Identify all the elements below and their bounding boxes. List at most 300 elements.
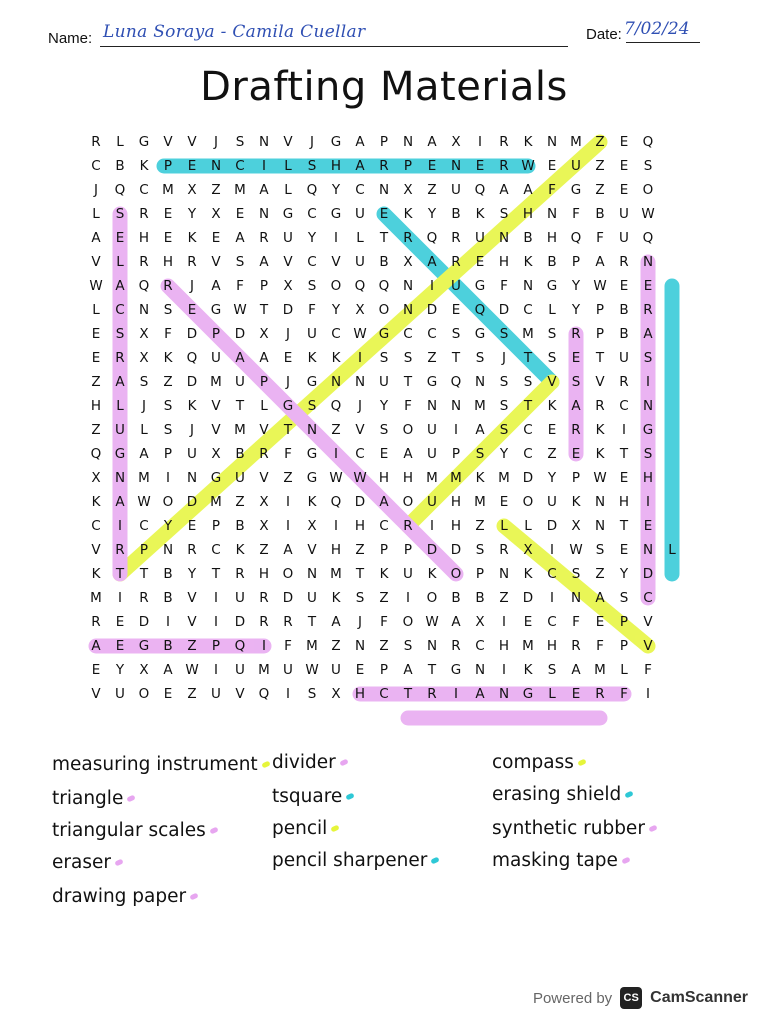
grid-letter: E [619, 182, 629, 198]
grid-letter: M [210, 494, 222, 510]
grid-letter: V [643, 614, 653, 630]
grid-letter: S [547, 350, 557, 366]
grid-letter: Q [114, 182, 126, 198]
grid-letter: Z [331, 638, 341, 654]
grid-letter: Z [259, 542, 269, 558]
grid-letter: Q [258, 686, 270, 702]
grid-letter: R [403, 230, 413, 246]
grid-letter: K [595, 422, 605, 438]
grid-letter: N [546, 206, 558, 222]
grid-letter: D [522, 590, 534, 606]
grid-letter: U [475, 230, 485, 246]
grid-letter: K [187, 230, 197, 246]
date-underline [626, 42, 700, 43]
grid-letter: Q [378, 278, 390, 294]
grid-letter: K [331, 590, 341, 606]
grid-letter: F [404, 398, 412, 414]
grid-letter: A [163, 662, 173, 678]
grid-letter: E [235, 206, 245, 222]
grid-letter: B [163, 566, 173, 582]
grid-letter: M [306, 638, 318, 654]
grid-letter: C [523, 422, 533, 438]
grid-letter: Z [427, 350, 437, 366]
grid-letter: W [593, 278, 607, 294]
grid-letter: A [451, 614, 461, 630]
grid-letter: Y [571, 278, 581, 294]
grid-letter: J [358, 398, 362, 414]
grid-letter: Z [499, 590, 509, 606]
grid-letter: N [138, 302, 150, 318]
grid-letter: G [210, 302, 222, 318]
grid-letter: F [284, 446, 292, 462]
grid-letter: A [139, 446, 149, 462]
check-mark-icon [261, 761, 270, 769]
grid-letter: V [211, 254, 221, 270]
grid-letter: I [166, 614, 170, 630]
grid-letter: S [643, 446, 653, 462]
grid-letter: R [259, 446, 269, 462]
grid-letter: I [166, 470, 170, 486]
grid-letter: A [259, 350, 269, 366]
grid-letter: U [427, 446, 437, 462]
grid-letter: S [499, 206, 509, 222]
grid-letter: G [378, 326, 390, 342]
grid-letter: R [259, 590, 269, 606]
word-item: divider [272, 752, 348, 773]
grid-letter: R [619, 254, 629, 270]
grid-letter: Z [547, 446, 557, 462]
grid-letter: P [595, 302, 605, 318]
grid-letter: P [379, 542, 389, 558]
grid-letter [660, 682, 684, 706]
grid-letter: Q [474, 302, 486, 318]
grid-letter: A [235, 350, 245, 366]
grid-letter: Q [474, 182, 486, 198]
grid-letter: Y [619, 566, 629, 582]
grid-letter: D [426, 302, 438, 318]
grid-letter: R [235, 566, 245, 582]
grid-letter: T [451, 350, 461, 366]
grid-letter: C [379, 686, 389, 702]
grid-letter: N [594, 518, 606, 534]
grid-letter: C [235, 158, 245, 174]
grid-letter: I [430, 278, 434, 294]
grid-letter: Y [547, 470, 557, 486]
check-mark-icon [189, 893, 198, 901]
grid-letter: V [91, 686, 101, 702]
grid-letter: G [426, 374, 438, 390]
grid-letter: A [379, 494, 389, 510]
grid-letter: W [305, 662, 319, 678]
grid-letter: H [378, 470, 390, 486]
grid-letter: P [211, 518, 221, 534]
grid-letter: Y [115, 662, 125, 678]
grid-letter: S [379, 350, 389, 366]
grid-letter: Y [187, 206, 197, 222]
grid-letter: U [235, 470, 245, 486]
check-mark-icon [127, 795, 136, 803]
grid-letter: U [211, 350, 221, 366]
grid-letter: I [478, 134, 482, 150]
grid-letter: N [258, 134, 270, 150]
grid-letter: P [571, 470, 581, 486]
grid-letter: I [502, 662, 506, 678]
grid-letter: E [115, 614, 125, 630]
grid-letter: K [307, 494, 317, 510]
grid-letter: I [550, 590, 554, 606]
grid-letter: H [522, 206, 534, 222]
grid-letter: B [547, 254, 557, 270]
grid-letter [660, 274, 684, 298]
date-label: Date: [586, 26, 622, 43]
grid-letter: X [211, 206, 221, 222]
grid-letter: U [355, 206, 365, 222]
grid-letter: O [426, 590, 438, 606]
grid-letter: J [142, 398, 146, 414]
grid-letter: G [282, 398, 294, 414]
grid-letter: U [403, 566, 413, 582]
grid-letter: Q [354, 278, 366, 294]
grid-letter: A [355, 134, 365, 150]
grid-letter: F [164, 326, 172, 342]
grid-letter: N [570, 590, 582, 606]
grid-letter: X [139, 326, 149, 342]
grid-letter: N [498, 566, 510, 582]
grid-letter: S [475, 446, 485, 462]
grid-letter: O [378, 302, 390, 318]
grid-letter: S [235, 134, 245, 150]
grid-letter: A [235, 230, 245, 246]
grid-letter: U [619, 350, 629, 366]
grid-letter: N [306, 566, 318, 582]
grid-letter: R [499, 542, 509, 558]
grid-letter: C [403, 326, 413, 342]
grid-letter: P [139, 542, 149, 558]
grid-letter: A [91, 230, 101, 246]
grid-letter [660, 298, 684, 322]
grid-letter: O [138, 686, 150, 702]
grid-letter: Y [331, 302, 341, 318]
grid-letter: H [330, 158, 342, 174]
grid-letter: Q [642, 134, 654, 150]
grid-letter: X [307, 518, 317, 534]
grid-letter: M [426, 470, 438, 486]
grid-letter: C [523, 302, 533, 318]
grid-letter: Z [595, 182, 605, 198]
grid-letter: T [211, 566, 221, 582]
grid-letter: X [259, 494, 269, 510]
grid-letter: R [595, 686, 605, 702]
grid-letter: E [619, 470, 629, 486]
grid-letter: F [548, 182, 556, 198]
grid-letter [660, 322, 684, 346]
grid-letter: B [115, 158, 125, 174]
grid-letter: P [619, 614, 629, 630]
grid-letter: H [162, 254, 174, 270]
grid-letter: C [643, 590, 653, 606]
grid-letter: U [451, 182, 461, 198]
grid-letter: Y [187, 566, 197, 582]
grid-letter: F [308, 302, 316, 318]
grid-letter: F [572, 614, 580, 630]
grid-letter: N [354, 374, 366, 390]
grid-letter: N [474, 374, 486, 390]
grid-letter: I [358, 350, 362, 366]
grid-letter: A [595, 590, 605, 606]
grid-letter: C [307, 254, 317, 270]
grid-letter: S [571, 374, 581, 390]
grid-letter: L [620, 662, 628, 678]
grid-letter: M [570, 134, 582, 150]
grid-letter: O [402, 494, 414, 510]
grid-letter: R [139, 590, 149, 606]
grid-letter: D [282, 590, 294, 606]
grid-letter: N [258, 206, 270, 222]
grid-letter: A [475, 422, 485, 438]
grid-letter: Z [163, 374, 173, 390]
grid-letter: A [595, 254, 605, 270]
grid-letter: E [475, 158, 485, 174]
grid-letter: E [619, 278, 629, 294]
grid-letter: S [595, 542, 605, 558]
grid-letter: E [187, 158, 197, 174]
grid-letter: J [358, 614, 362, 630]
grid-letter: V [355, 422, 365, 438]
grid-letter: L [116, 398, 124, 414]
grid-letter: R [571, 638, 581, 654]
grid-letter: P [475, 566, 485, 582]
word-item: tsquare [272, 786, 354, 807]
grid-letter: U [427, 494, 437, 510]
grid-letter: G [474, 326, 486, 342]
grid-letter: H [450, 518, 462, 534]
grid-letter: E [91, 350, 101, 366]
grid-letter: U [307, 326, 317, 342]
grid-letter: K [523, 134, 533, 150]
grid-letter: Z [379, 638, 389, 654]
grid-letter: I [406, 590, 410, 606]
grid-letter: I [118, 518, 122, 534]
grid-letter: R [91, 614, 101, 630]
grid-letter: T [427, 662, 437, 678]
grid-letter: M [210, 374, 222, 390]
grid-letter: E [115, 638, 125, 654]
grid-letter: S [499, 326, 509, 342]
grid-letter: M [162, 182, 174, 198]
grid-letter: I [430, 518, 434, 534]
grid-letter: R [451, 254, 461, 270]
grid-letter: E [187, 302, 197, 318]
word-item: measuring instrument [52, 754, 270, 775]
grid-letter: K [475, 470, 485, 486]
name-label: Name: [48, 30, 93, 47]
grid-letter: K [523, 254, 533, 270]
grid-letter: H [546, 638, 558, 654]
grid-letter: X [139, 662, 149, 678]
grid-letter: S [235, 254, 245, 270]
grid-letter: M [474, 494, 486, 510]
grid-letter: C [211, 542, 221, 558]
grid-letter: L [284, 182, 292, 198]
grid-letter: R [379, 158, 389, 174]
grid-letter: E [163, 686, 173, 702]
grid-letter: V [187, 614, 197, 630]
grid-letter: G [450, 662, 462, 678]
grid-letter: Z [187, 686, 197, 702]
grid-letter: T [523, 398, 533, 414]
grid-letter: E [547, 422, 557, 438]
grid-letter: V [235, 686, 245, 702]
grid-letter [660, 250, 684, 274]
grid-letter: E [91, 326, 101, 342]
grid-letter: V [307, 542, 317, 558]
grid-letter: R [643, 302, 653, 318]
grid-letter: G [282, 206, 294, 222]
grid-letter: O [450, 566, 462, 582]
grid-letter: I [454, 686, 458, 702]
grid-letter: I [286, 686, 290, 702]
grid-letter: A [499, 182, 509, 198]
grid-letter: C [139, 518, 149, 534]
word-item: drawing paper [52, 886, 198, 907]
grid-letter: S [163, 398, 173, 414]
grid-letter: O [402, 422, 414, 438]
grid-letter: V [91, 542, 101, 558]
grid-letter: E [499, 494, 509, 510]
grid-letter: M [234, 182, 246, 198]
grid-letter: E [187, 518, 197, 534]
grid-letter: R [163, 278, 173, 294]
grid-letter: S [643, 158, 653, 174]
grid-letter: F [620, 686, 628, 702]
grid-letter: N [402, 302, 414, 318]
grid-letter [660, 226, 684, 250]
grid-letter: P [259, 278, 269, 294]
grid-letter: D [450, 542, 462, 558]
grid-letter: Q [330, 398, 342, 414]
grid-letter: T [379, 230, 389, 246]
grid-letter: U [115, 686, 125, 702]
grid-letter: A [259, 254, 269, 270]
grid-letter: I [334, 518, 338, 534]
grid-letter: R [91, 134, 101, 150]
powered-by-text: Powered by [532, 989, 613, 1007]
grid-letter: V [259, 470, 269, 486]
grid-letter: N [642, 398, 654, 414]
grid-letter: I [334, 446, 338, 462]
check-mark-icon [114, 859, 123, 867]
grid-letter: E [523, 614, 533, 630]
grid-letter: Q [186, 350, 198, 366]
grid-letter: D [234, 614, 246, 630]
grid-letter: U [283, 230, 293, 246]
grid-letter: C [523, 446, 533, 462]
grid-letter: T [235, 398, 245, 414]
grid-letter: N [426, 638, 438, 654]
grid-letter: S [475, 350, 485, 366]
grid-letter: K [187, 398, 197, 414]
grid-letter: M [450, 470, 462, 486]
check-mark-icon [346, 793, 355, 801]
grid-letter: J [94, 182, 98, 198]
grid-letter: G [642, 422, 654, 438]
grid-letter: H [138, 230, 150, 246]
grid-letter: N [402, 134, 414, 150]
grid-letter: A [571, 398, 581, 414]
grid-letter: S [571, 566, 581, 582]
grid-letter: X [403, 254, 413, 270]
grid-letter: G [306, 446, 318, 462]
grid-letter: A [427, 254, 437, 270]
grid-letter: A [475, 686, 485, 702]
check-mark-icon [648, 825, 657, 833]
grid-letter: J [190, 278, 194, 294]
grid-letter: U [355, 254, 365, 270]
grid-letter: X [571, 518, 581, 534]
grid-letter: A [331, 614, 341, 630]
grid-letter: J [286, 326, 290, 342]
grid-letter [660, 346, 684, 370]
grid-letter: Z [187, 638, 197, 654]
grid-letter [660, 130, 684, 154]
grid-letter: D [186, 494, 198, 510]
grid-letter: O [522, 494, 534, 510]
grid-letter: S [523, 374, 533, 390]
grid-letter: C [547, 614, 557, 630]
grid-letter: E [115, 230, 125, 246]
grid-letter: Q [330, 494, 342, 510]
grid-letter: K [475, 206, 485, 222]
grid-letter: K [235, 542, 245, 558]
page-title: Drafting Materials [200, 64, 568, 110]
word-item: triangular scales [52, 820, 218, 841]
grid-letter: S [307, 158, 317, 174]
grid-letter: Z [91, 422, 101, 438]
grid-letter: U [307, 590, 317, 606]
grid-letter: I [646, 494, 650, 510]
grid-letter: F [644, 662, 652, 678]
grid-letter: I [214, 590, 218, 606]
grid-letter: N [450, 398, 462, 414]
grid-letter: T [115, 566, 125, 582]
grid-letter: S [643, 350, 653, 366]
grid-letter: G [570, 182, 582, 198]
grid-letter: C [619, 398, 629, 414]
grid-letter: L [92, 302, 100, 318]
grid-letter: S [451, 326, 461, 342]
grid-letter: H [354, 518, 366, 534]
grid-letter: R [427, 686, 437, 702]
grid-letter: G [138, 638, 150, 654]
word-item: eraser [52, 852, 123, 873]
grid-letter: N [186, 470, 198, 486]
grid-letter: Q [234, 638, 246, 654]
grid-letter: E [379, 206, 389, 222]
grid-letter: U [235, 590, 245, 606]
grid-letter: P [163, 446, 173, 462]
grid-letter: W [425, 614, 439, 630]
grid-letter: R [139, 254, 149, 270]
grid-letter [660, 370, 684, 394]
grid-letter: H [450, 494, 462, 510]
grid-letter: N [450, 158, 462, 174]
grid-letter: I [550, 542, 554, 558]
grid-letter: G [474, 278, 486, 294]
grid-letter: U [187, 446, 197, 462]
grid-letter: V [187, 590, 197, 606]
grid-letter: K [403, 206, 413, 222]
grid-letter: D [642, 566, 654, 582]
